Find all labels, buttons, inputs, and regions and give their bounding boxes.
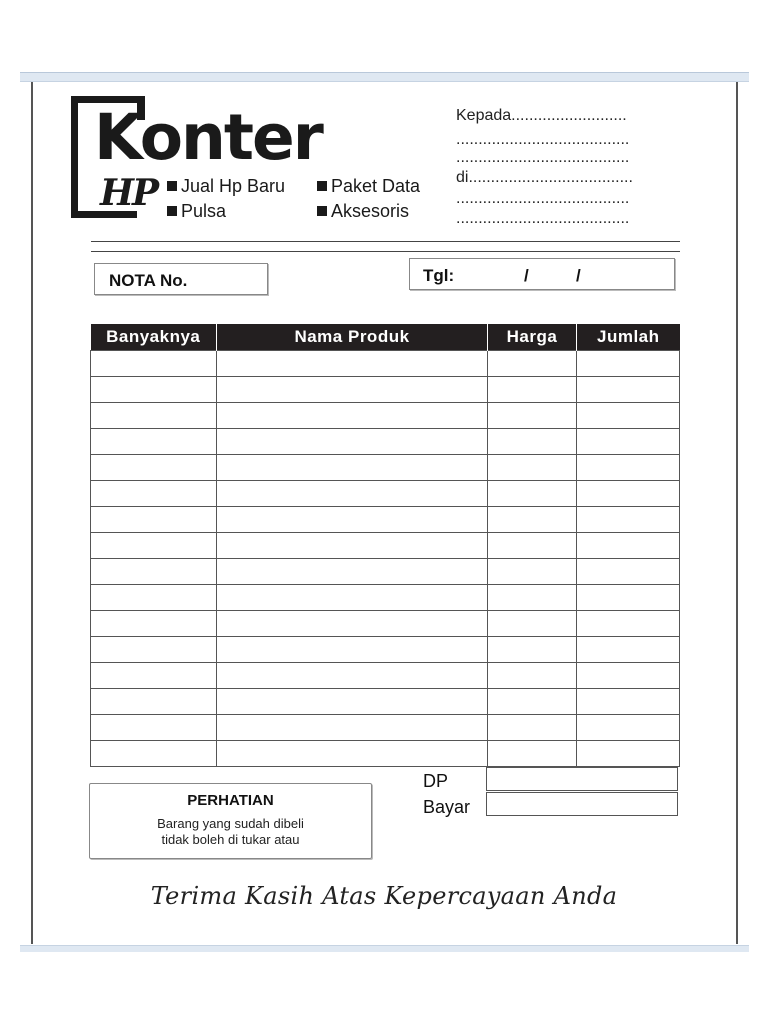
notice-line: Barang yang sudah dibeli — [157, 816, 304, 831]
table-cell[interactable] — [488, 507, 577, 533]
table-cell[interactable] — [91, 507, 217, 533]
table-cell[interactable] — [488, 533, 577, 559]
column-header-harga: Harga — [488, 324, 577, 351]
table-cell[interactable] — [577, 403, 680, 429]
logo-title: Konter — [94, 101, 322, 174]
table-cell[interactable] — [217, 429, 488, 455]
table-cell[interactable] — [217, 689, 488, 715]
table-header-row — [91, 324, 680, 351]
table-cell[interactable] — [488, 429, 577, 455]
square-bullet-icon — [317, 181, 327, 191]
table-cell[interactable] — [577, 637, 680, 663]
table-cell[interactable] — [91, 559, 217, 585]
table-row — [91, 481, 680, 507]
table-cell[interactable] — [217, 455, 488, 481]
address-blank-line[interactable]: ....................................... — [456, 149, 630, 166]
table-row — [91, 507, 680, 533]
table-cell[interactable] — [91, 429, 217, 455]
table-cell[interactable] — [577, 481, 680, 507]
service-label: Pulsa — [181, 201, 227, 221]
table-cell[interactable] — [577, 741, 680, 767]
table-cell[interactable] — [488, 637, 577, 663]
address-blank-line[interactable]: ....................................... — [456, 131, 630, 148]
table-cell[interactable] — [577, 377, 680, 403]
nota-number-field[interactable] — [94, 263, 268, 295]
divider-line — [91, 241, 680, 242]
column-header-nama-produk: Nama Produk — [217, 324, 488, 351]
table-cell[interactable] — [217, 403, 488, 429]
table-cell[interactable] — [217, 351, 488, 377]
square-bullet-icon — [167, 206, 177, 216]
table-cell[interactable] — [217, 585, 488, 611]
table-cell[interactable] — [577, 611, 680, 637]
table-cell[interactable] — [91, 689, 217, 715]
table-cell[interactable] — [217, 481, 488, 507]
table-cell[interactable] — [488, 585, 577, 611]
notice-title: PERHATIAN — [187, 792, 274, 809]
date-separator: / — [576, 266, 581, 285]
table-cell[interactable] — [217, 559, 488, 585]
table-cell[interactable] — [488, 741, 577, 767]
table-cell[interactable] — [91, 611, 217, 637]
table-cell[interactable] — [488, 351, 577, 377]
service-item — [167, 175, 285, 197]
table-cell[interactable] — [577, 351, 680, 377]
table-row — [91, 611, 680, 637]
service-label: Jual Hp Baru — [181, 176, 286, 196]
table-row — [91, 403, 680, 429]
table-cell[interactable] — [91, 533, 217, 559]
table-cell[interactable] — [488, 611, 577, 637]
table-cell[interactable] — [488, 403, 577, 429]
table-cell[interactable] — [488, 481, 577, 507]
dp-field[interactable] — [486, 767, 678, 791]
table-cell[interactable] — [488, 559, 577, 585]
date-separator: / — [524, 266, 529, 285]
table-cell[interactable] — [91, 403, 217, 429]
table-row — [91, 637, 680, 663]
table-cell[interactable] — [91, 585, 217, 611]
table-cell[interactable] — [217, 611, 488, 637]
table-cell[interactable] — [91, 377, 217, 403]
bayar-label: Bayar — [423, 797, 471, 817]
table-cell[interactable] — [217, 637, 488, 663]
window-bottom-frame — [20, 945, 749, 952]
service-item — [317, 175, 420, 197]
square-bullet-icon — [167, 181, 177, 191]
table-cell[interactable] — [577, 429, 680, 455]
bayar-field[interactable] — [486, 792, 678, 816]
window-top-frame — [20, 72, 749, 82]
items-table — [90, 324, 680, 767]
address-blank-line[interactable]: ....................................... — [456, 210, 630, 227]
logo-subtitle: HP — [100, 172, 158, 214]
table-cell[interactable] — [217, 377, 488, 403]
thanks-message: Terima Kasih Atas Kepercayaan Anda — [150, 882, 618, 910]
notice-line: tidak boleh di tukar atau — [161, 832, 300, 847]
service-item — [317, 200, 409, 222]
table-row — [91, 689, 680, 715]
table-row — [91, 559, 680, 585]
service-item — [167, 200, 226, 222]
table-cell[interactable] — [91, 637, 217, 663]
table-cell[interactable] — [488, 663, 577, 689]
table-cell[interactable] — [577, 533, 680, 559]
service-label: Aksesoris — [331, 201, 410, 221]
table-row — [91, 429, 680, 455]
table-row — [91, 663, 680, 689]
table-cell[interactable] — [488, 715, 577, 741]
address-at-line[interactable]: di..................................... — [456, 169, 633, 186]
table-cell[interactable] — [577, 715, 680, 741]
date-field[interactable] — [409, 258, 675, 290]
nota-label: NOTA No. — [109, 271, 188, 290]
table-cell[interactable] — [577, 507, 680, 533]
dp-label: DP — [423, 771, 449, 791]
table-row — [91, 351, 680, 377]
address-to-line[interactable]: Kepada.......................... — [456, 107, 627, 124]
table-cell[interactable] — [488, 377, 577, 403]
table-row — [91, 377, 680, 403]
column-header-jumlah: Jumlah — [577, 324, 680, 351]
table-cell[interactable] — [488, 689, 577, 715]
table-cell[interactable] — [577, 455, 680, 481]
table-row — [91, 741, 680, 767]
table-cell[interactable] — [577, 585, 680, 611]
table-cell[interactable] — [217, 715, 488, 741]
table-cell[interactable] — [91, 741, 217, 767]
notice-box — [89, 783, 372, 859]
table-cell[interactable] — [217, 533, 488, 559]
table-cell[interactable] — [577, 559, 680, 585]
divider-line — [91, 251, 680, 252]
table-cell[interactable] — [577, 663, 680, 689]
column-header-banyaknya: Banyaknya — [91, 324, 217, 351]
table-cell[interactable] — [91, 351, 217, 377]
table-row — [91, 533, 680, 559]
table-cell[interactable] — [217, 741, 488, 767]
square-bullet-icon — [317, 206, 327, 216]
table-cell[interactable] — [217, 507, 488, 533]
table-cell[interactable] — [488, 455, 577, 481]
table-row — [91, 585, 680, 611]
service-label: Paket Data — [331, 176, 421, 196]
table-cell[interactable] — [91, 663, 217, 689]
table-cell[interactable] — [217, 663, 488, 689]
table-cell[interactable] — [91, 481, 217, 507]
table-row — [91, 715, 680, 741]
table-cell[interactable] — [91, 715, 217, 741]
table-row — [91, 455, 680, 481]
table-cell[interactable] — [91, 455, 217, 481]
date-label: Tgl: — [423, 266, 455, 285]
table-cell[interactable] — [577, 689, 680, 715]
address-blank-line[interactable]: ....................................... — [456, 190, 630, 207]
